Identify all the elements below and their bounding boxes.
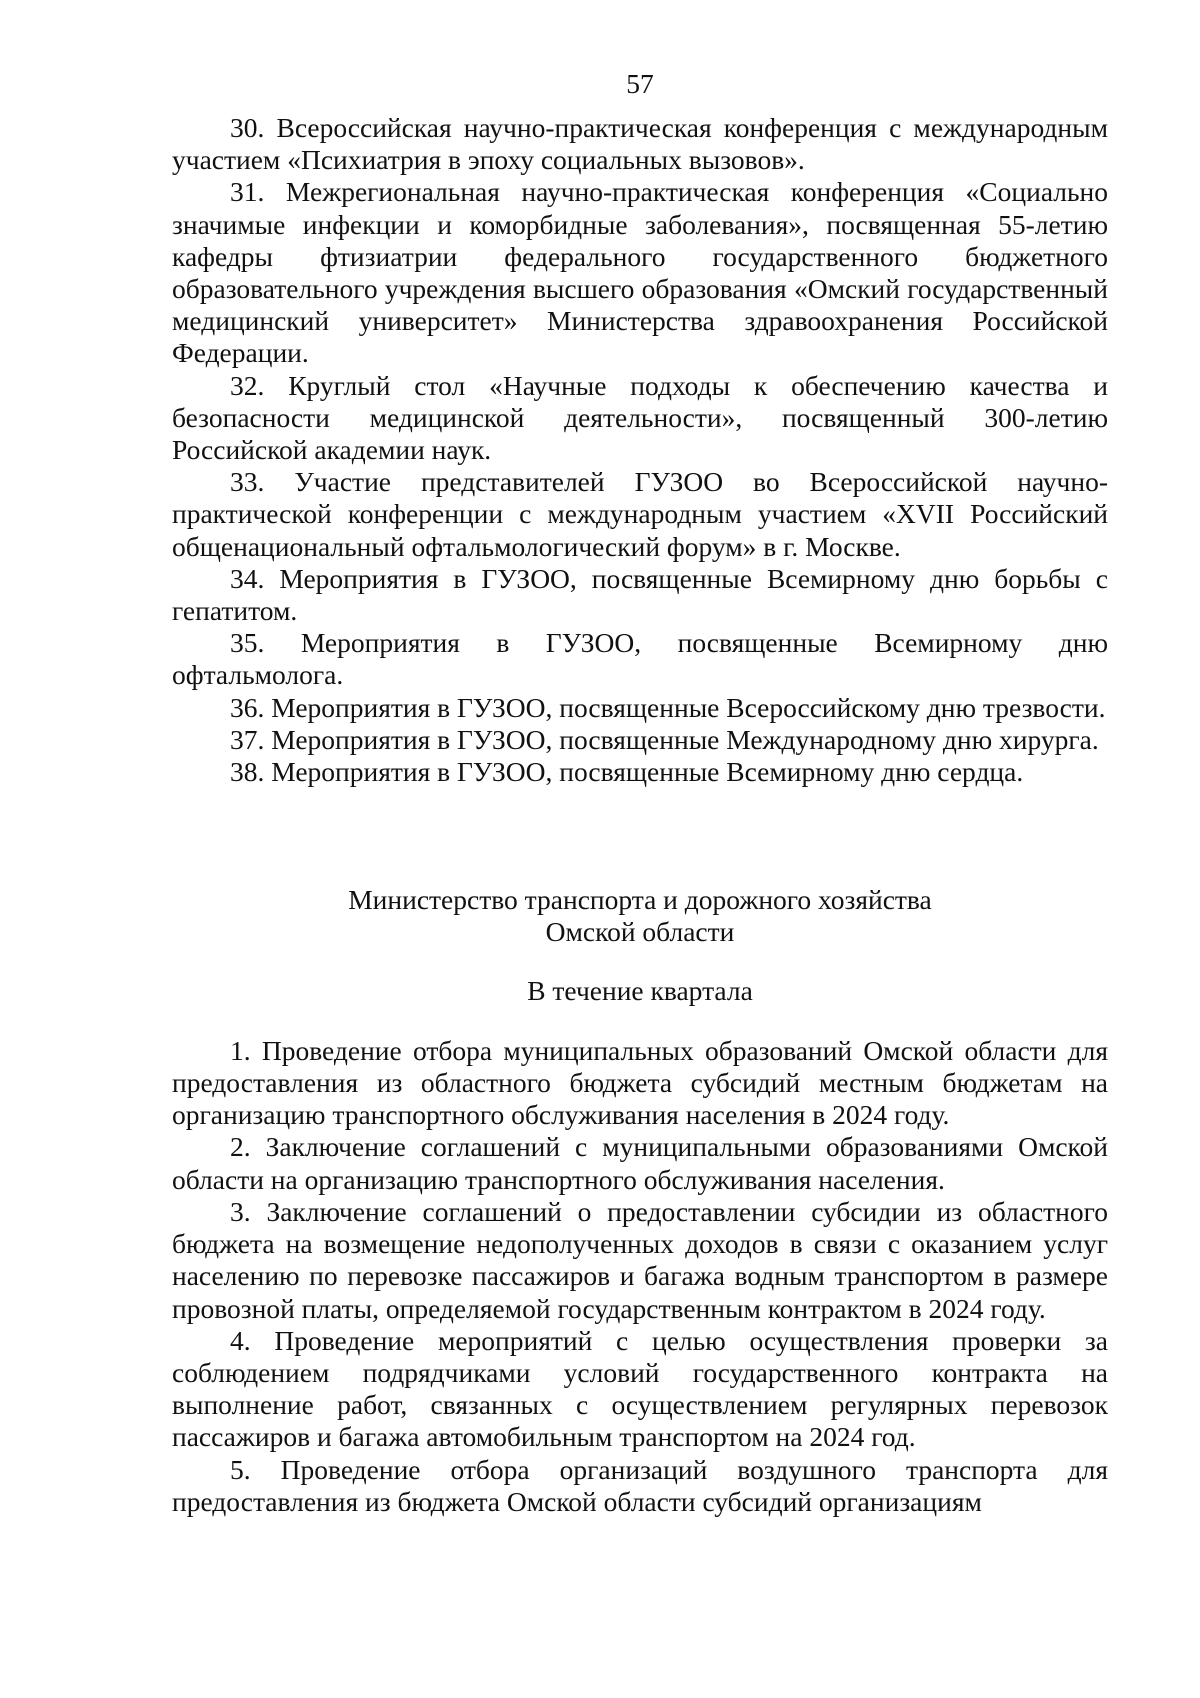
transport-events-list [172,1035,1108,1518]
list-item: 3. Заключение соглашений о предоставлении субсидии из областного бюджета на возмещение недополученных доходов в связи с оказанием услуг населению по перевозке пассажиров и багажа водным транспортом в размере провозной платы, определяемой государственным контрактом в 2024 году. [172,1195,1108,1324]
list-item: 35. Мероприятия в ГУЗОО, посвященные Всемирному дню офтальмолога. [172,627,1108,691]
list-item: 4. Проведение мероприятий с целью осуществления проверки за соблюдением подрядчиками условий государственного контракта на выполнение работ, связанных с осуществлением регулярных перевозок пассажиров и багажа автомобильным транспортом на 2024 год. [172,1324,1108,1453]
list-item: 36. Мероприятия в ГУЗОО, посвященные Всероссийскому дню трезвости. [230,691,1106,723]
list-item: 38. Мероприятия в ГУЗОО, посвященные Всемирному дню сердца. [230,756,1024,788]
health-events-list [172,112,1108,788]
list-item: 30. Всероссийская научно-практическая конференция с международным участием «Психиатрия в эпоху социальных вызовов». [172,112,1108,176]
list-item: 32. Круглый стол «Научные подходы к обеспечению качества и безопасности медицинской деятельности», посвященный 300-летию Российской академии наук. [172,369,1108,466]
ministry-heading [172,884,1108,948]
list-item: 2. Заключение соглашений с муниципальными образованиями Омской области на организацию транспортного обслуживания населения. [172,1131,1108,1195]
ministry-name-line-1: Министерство транспорта и дорожного хозяйства [348,884,932,916]
list-item: 34. Мероприятия в ГУЗОО, посвященные Всемирному дню борьбы с гепатитом. [172,562,1108,627]
list-item: 5. Проведение отбора организаций воздушного транспорта для предоставления из бюджета Омской области субсидий организациям [172,1453,1108,1517]
list-item: 1. Проведение отбора муниципальных образований Омской области для предоставления из областного бюджета субсидий местным бюджетам на организацию транспортного обслуживания населения в 2024 году. [172,1034,1108,1131]
ministry-name-line-2: Омской области [545,916,735,948]
document-page [172,66,1108,1518]
list-item: 31. Межрегиональная научно-практическая конференция «Социально значимые инфекции и коморбидные заболевания», посвященная 55-летию кафедры фтизиатрии федерального государственного бюджетного образовательного учреждения высшего образования «Омский государственный медицинский университет» Министерства здравоохранения Российской Федерации. [172,176,1108,369]
page-number: 57 [626,68,654,99]
list-item: 33. Участие представителей ГУЗОО во Всероссийской научно-практической конференции с международным участием «XVII Российский общенациональный офтальмологический форум» в г. Москве. [172,466,1108,562]
section-spacer [172,788,1108,884]
period-heading: В течение квартала [527,974,753,1006]
list-item: 37. Мероприятия в ГУЗОО, посвященные Международному дню хирурга. [230,723,1099,755]
